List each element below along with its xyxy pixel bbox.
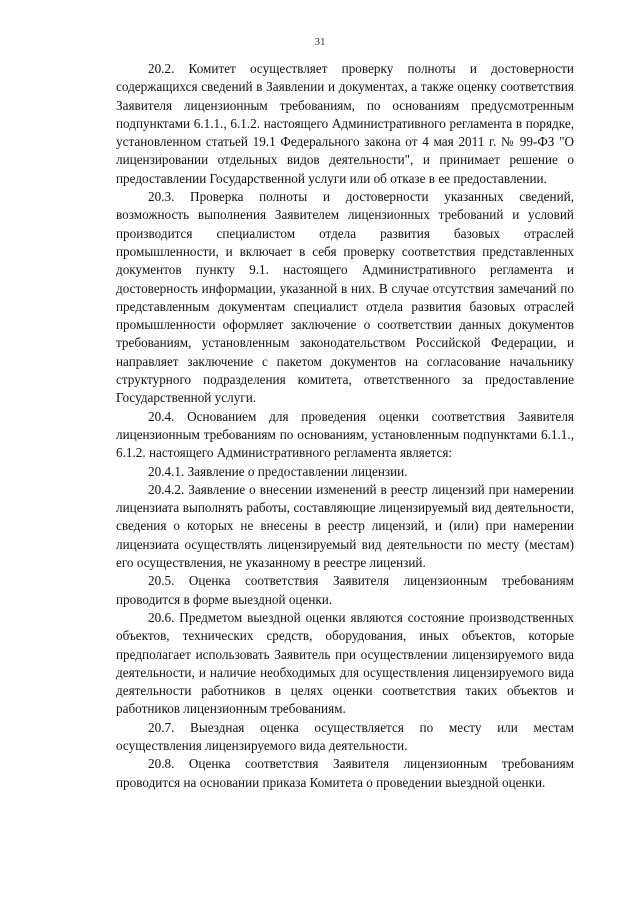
paragraph-20-4-1: 20.4.1. Заявление о предоставлении лицензии.	[148, 463, 408, 479]
paragraph-20-6: 20.6. Предметом выездной оценки являются состояние производственных объектов, технических средств, оборудования, иных объектов, которые предполагает использовать Заявитель при осуществлении лицензируемого вида деятельности, и наличие необходимых для осуществления лицензируемого вида деятельности работников в целях оценки соответствия таких объектов и работников лицензионным требованиям.	[116, 609, 574, 717]
document-body	[116, 60, 574, 792]
paragraph-20-2: 20.2. Комитет осуществляет проверку полноты и достоверности содержащихся сведений в Заявлении и документах, а также оценку соответствия Заявителя лицензионным требованиям, по основаниям предусмотренным подпунктами 6.1.1., 6.1.2. настоящего Административного регламента в порядке, установленном статьей 19.1 Федерального закона от 4 мая 2011 г. № 99-ФЗ "О лицензировании отдельных видов деятельности", и принимает решение о предоставлении Государственной услуги или об отказе в ее предоставлении.	[116, 61, 574, 186]
paragraph-20-4: 20.4. Основанием для проведения оценки соответствия Заявителя лицензионным требованиям по основаниям, установленным подпунктами 6.1.1., 6.1.2. настоящего Административного регламента является:	[116, 408, 574, 461]
paragraph-20-8: 20.8. Оценка соответствия Заявителя лицензионным требованиям проводится на основании приказа Комитета о проведении выездной оценки.	[116, 756, 574, 790]
page-number: 31	[314, 36, 326, 48]
paragraph-20-5: 20.5. Оценка соответствия Заявителя лицензионным требованиям проводится в форме выездной оценки.	[116, 573, 574, 607]
paragraph-20-3: 20.3. Проверка полноты и достоверности указанных сведений, возможность выполнения Заявителем лицензионных требований и условий производится специалистом отдела развития базовых отраслей промышленности, и включает в себя проверку соответствия представленных документов пункту 9.1. настоящего Административного регламента и достоверность информации, указанной в них. В случае отсутствия замечаний по представленным документам специалист отдела развития базовых отраслей промышленности оформляет заключение о соответствии данных документов требованиям, установленным законодательством Российской Федерации, и направляет заключение с пакетом документов на согласование начальнику структурного подразделения комитета, ответственного за предоставление Государственной услуги.	[116, 189, 574, 406]
paragraph-20-4-2: 20.4.2. Заявление о внесении изменений в реестр лицензий при намерении лицензиата выполнять работы, составляющие лицензируемый вид деятельности, сведения о которых не внесены в реестр лицензий, и (или) при намерении лицензиата осуществлять лицензируемый вид деятельности по месту (местам) его осуществления, не указанному в реестре лицензий.	[116, 481, 574, 571]
paragraph-20-7: 20.7. Выездная оценка осуществляется по месту или местам осуществления лицензируемого вида деятельности.	[116, 719, 574, 753]
